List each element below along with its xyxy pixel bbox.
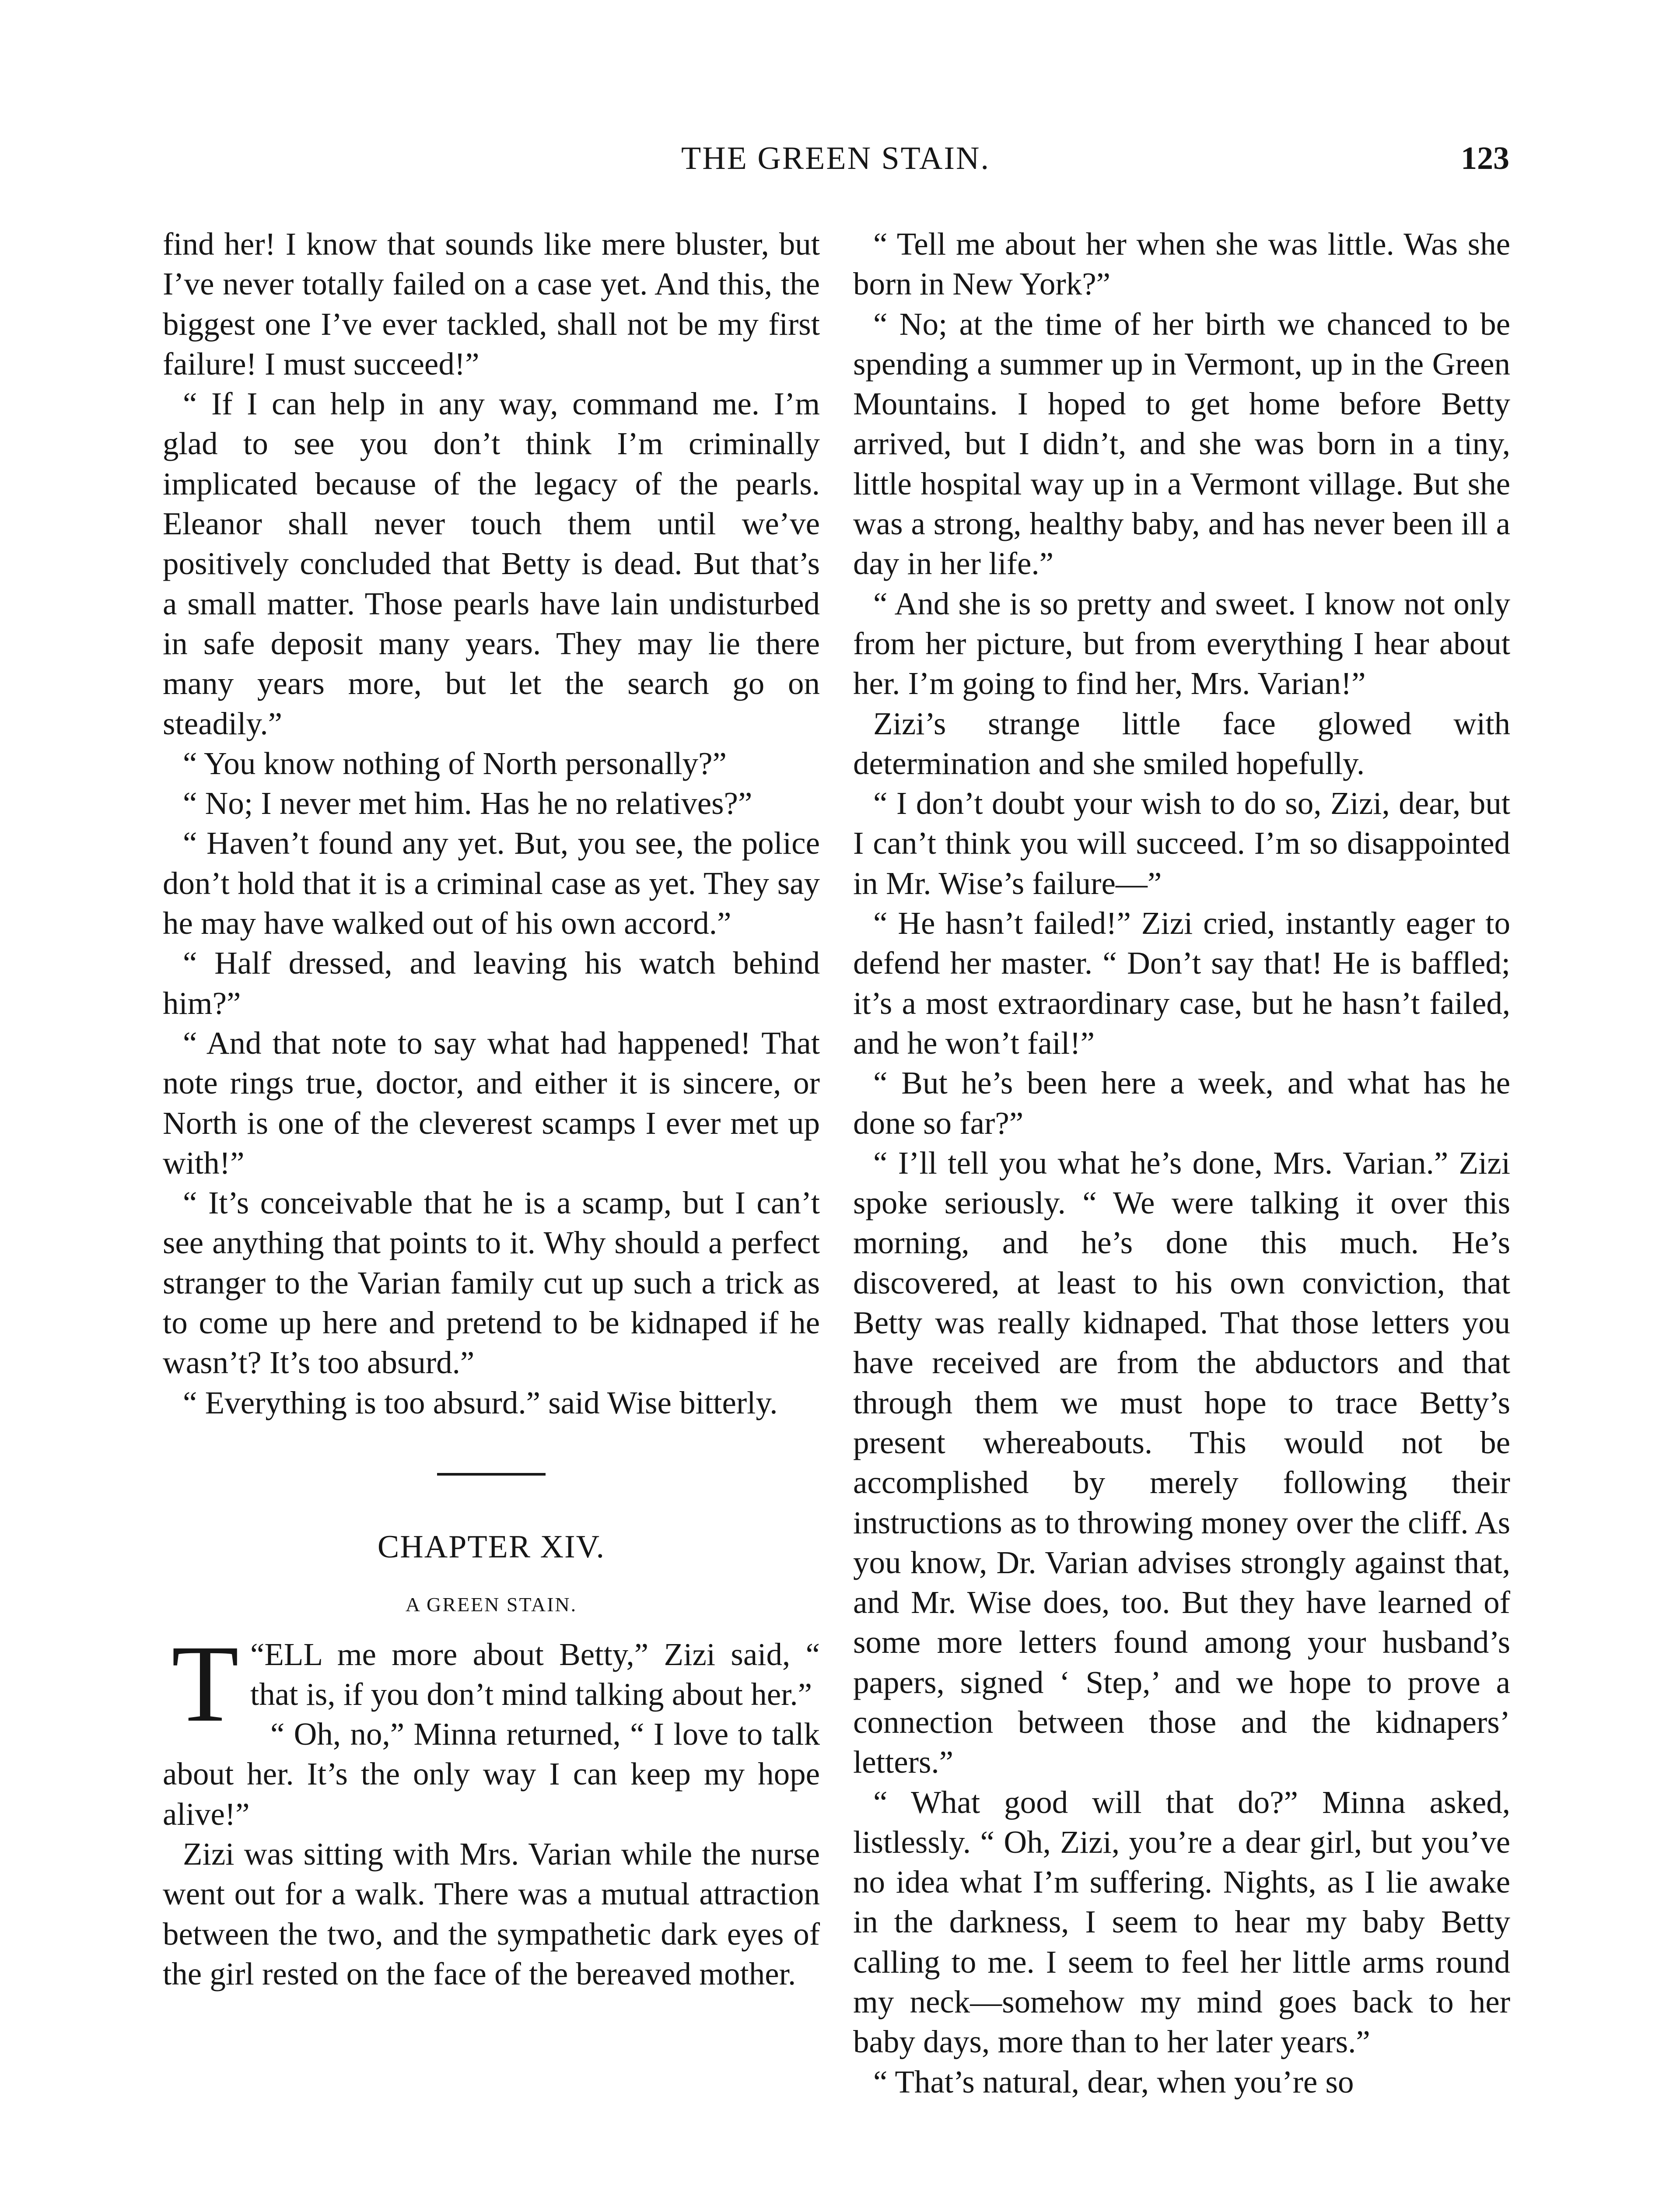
paragraph: “ If I can help in any way, command me. I’m glad to see you don’t think I’m criminally implicated because of the legacy of the pearls. Eleanor shall never touch them until we’ve positively concluded that Betty is dead. But that’s a small matter. Those pearls have lain undisturbed in safe deposit many years. They may lie there many years more, but let the search go on steadily.”	[163, 386, 820, 741]
chapter-subtitle: A GREEN STAIN.	[405, 1593, 578, 1616]
paragraph: “ No; I never met him. Has he no relatives?”	[183, 785, 752, 821]
paragraph: “ Tell me about her when she was little. Was she born in New York?”	[853, 226, 1510, 302]
paragraph: “ And she is so pretty and sweet. I know not only from her picture, but from everything I hear about her. I’m going to find her, Mrs. Varian!”	[853, 586, 1510, 701]
paragraph: “ I’ll tell you what he’s done, Mrs. Varian.” Zizi spoke seriously. “ We were talking it over this morning, and he’s done this much. He’s discovered, at least to his own conviction, that Betty was really kidnaped. That those letters you have received are from the abductors and that through them we must hope to trace Betty’s present whereabouts. This would not be accomplished by merely following their instructions as to throwing money over the cliff. As you know, Dr. Varian advises strongly against that, and Mr. Wise does, too. But they have learned of some more letters found among your husband’s papers, signed ‘ Step,’ and we hope to prove a connection between those and the kidnapers’ letters.”	[853, 1145, 1510, 1780]
paragraph: “ It’s conceivable that he is a scamp, but I can’t see anything that points to it. Why should a perfect stranger to the Varian family cut up such a trick as to come up here and pretend to be kidnaped if he wasn’t? It’s too absurd.”	[163, 1185, 820, 1381]
running-title: THE GREEN STAIN.	[681, 140, 990, 176]
chapter-title: CHAPTER XIV.	[377, 1529, 606, 1565]
paragraph: “ Oh, no,” Minna returned, “ I love to talk about her. It’s the only way I can keep my hope alive!”	[163, 1716, 820, 1832]
paragraph: “ Half dressed, and leaving his watch behind him?”	[163, 945, 820, 1021]
left-column	[163, 224, 820, 1994]
paragraph: “ He hasn’t failed!” Zizi cried, instantly eager to defend her master. “ Don’t say that! He is baffled; it’s a most extraordinary case, but he hasn’t failed, and he won’t fail!”	[853, 905, 1510, 1061]
paragraph: Zizi’s strange little face glowed with determination and she smiled hopefully.	[853, 705, 1510, 781]
paragraph: “ Everything is too absurd.” said Wise bitterly.	[183, 1385, 778, 1420]
section-divider	[437, 1473, 546, 1476]
page-number: 123	[1461, 140, 1509, 176]
drop-cap: T	[172, 1622, 239, 1745]
paragraph: “ That’s natural, dear, when you’re so	[873, 2064, 1354, 2100]
paragraph: “ But he’s been here a week, and what has he done so far?”	[853, 1065, 1510, 1141]
chapter-opening-paragraph	[163, 1622, 820, 1745]
paragraph: find her! I know that sounds like mere bluster, but I’ve never totally failed on a case yet. And this, the biggest one I’ve ever tackled, shall not be my first failure! I must succeed!”	[163, 226, 820, 382]
paragraph: “ And that note to say what had happened! That note rings true, doctor, and either it is sincere, or North is one of the cleverest scamps I ever met up with!”	[163, 1025, 820, 1181]
paragraph: “ You know nothing of North personally?”	[183, 745, 727, 781]
paragraph: Zizi was sitting with Mrs. Varian while the nurse went out for a walk. There was a mutual attraction between the two, and the sympathetic dark eyes of the girl rested on the face of the bereaved mother.	[163, 1836, 820, 1992]
paragraph: “ I don’t doubt your wish to do so, Zizi, dear, but I can’t think you will succeed. I’m so disappointed in Mr. Wise’s failure—”	[853, 785, 1510, 901]
right-column	[853, 224, 1510, 2102]
running-header	[162, 140, 1509, 188]
paragraph: “ No; at the time of her birth we chanced to be spending a summer up in Vermont, up in the Green Mountains. I hoped to get home before Betty arrived, but I didn’t, and she was born in a tiny, little hospital way up in a Vermont village. But she was a strong, healthy baby, and has never been ill a day in her life.”	[853, 306, 1510, 582]
paragraph: “ Haven’t found any yet. But, you see, the police don’t hold that it is a criminal case as yet. They say he may have walked out of his own accord.”	[163, 825, 820, 941]
opening-text: “ELL me more about Betty,” Zizi said, “ that is, if you don’t mind talking about her.”	[250, 1636, 820, 1712]
paragraph: “ What good will that do?” Minna asked, listlessly. “ Oh, Zizi, you’re a dear girl, but you’ve no idea what I’m suffering. Nights, as I lie awake in the darkness, I seem to hear my baby Betty calling to me. I seem to feel her little arms round my neck—somehow my mind goes back to her baby days, more than to her later years.”	[853, 1784, 1510, 2060]
